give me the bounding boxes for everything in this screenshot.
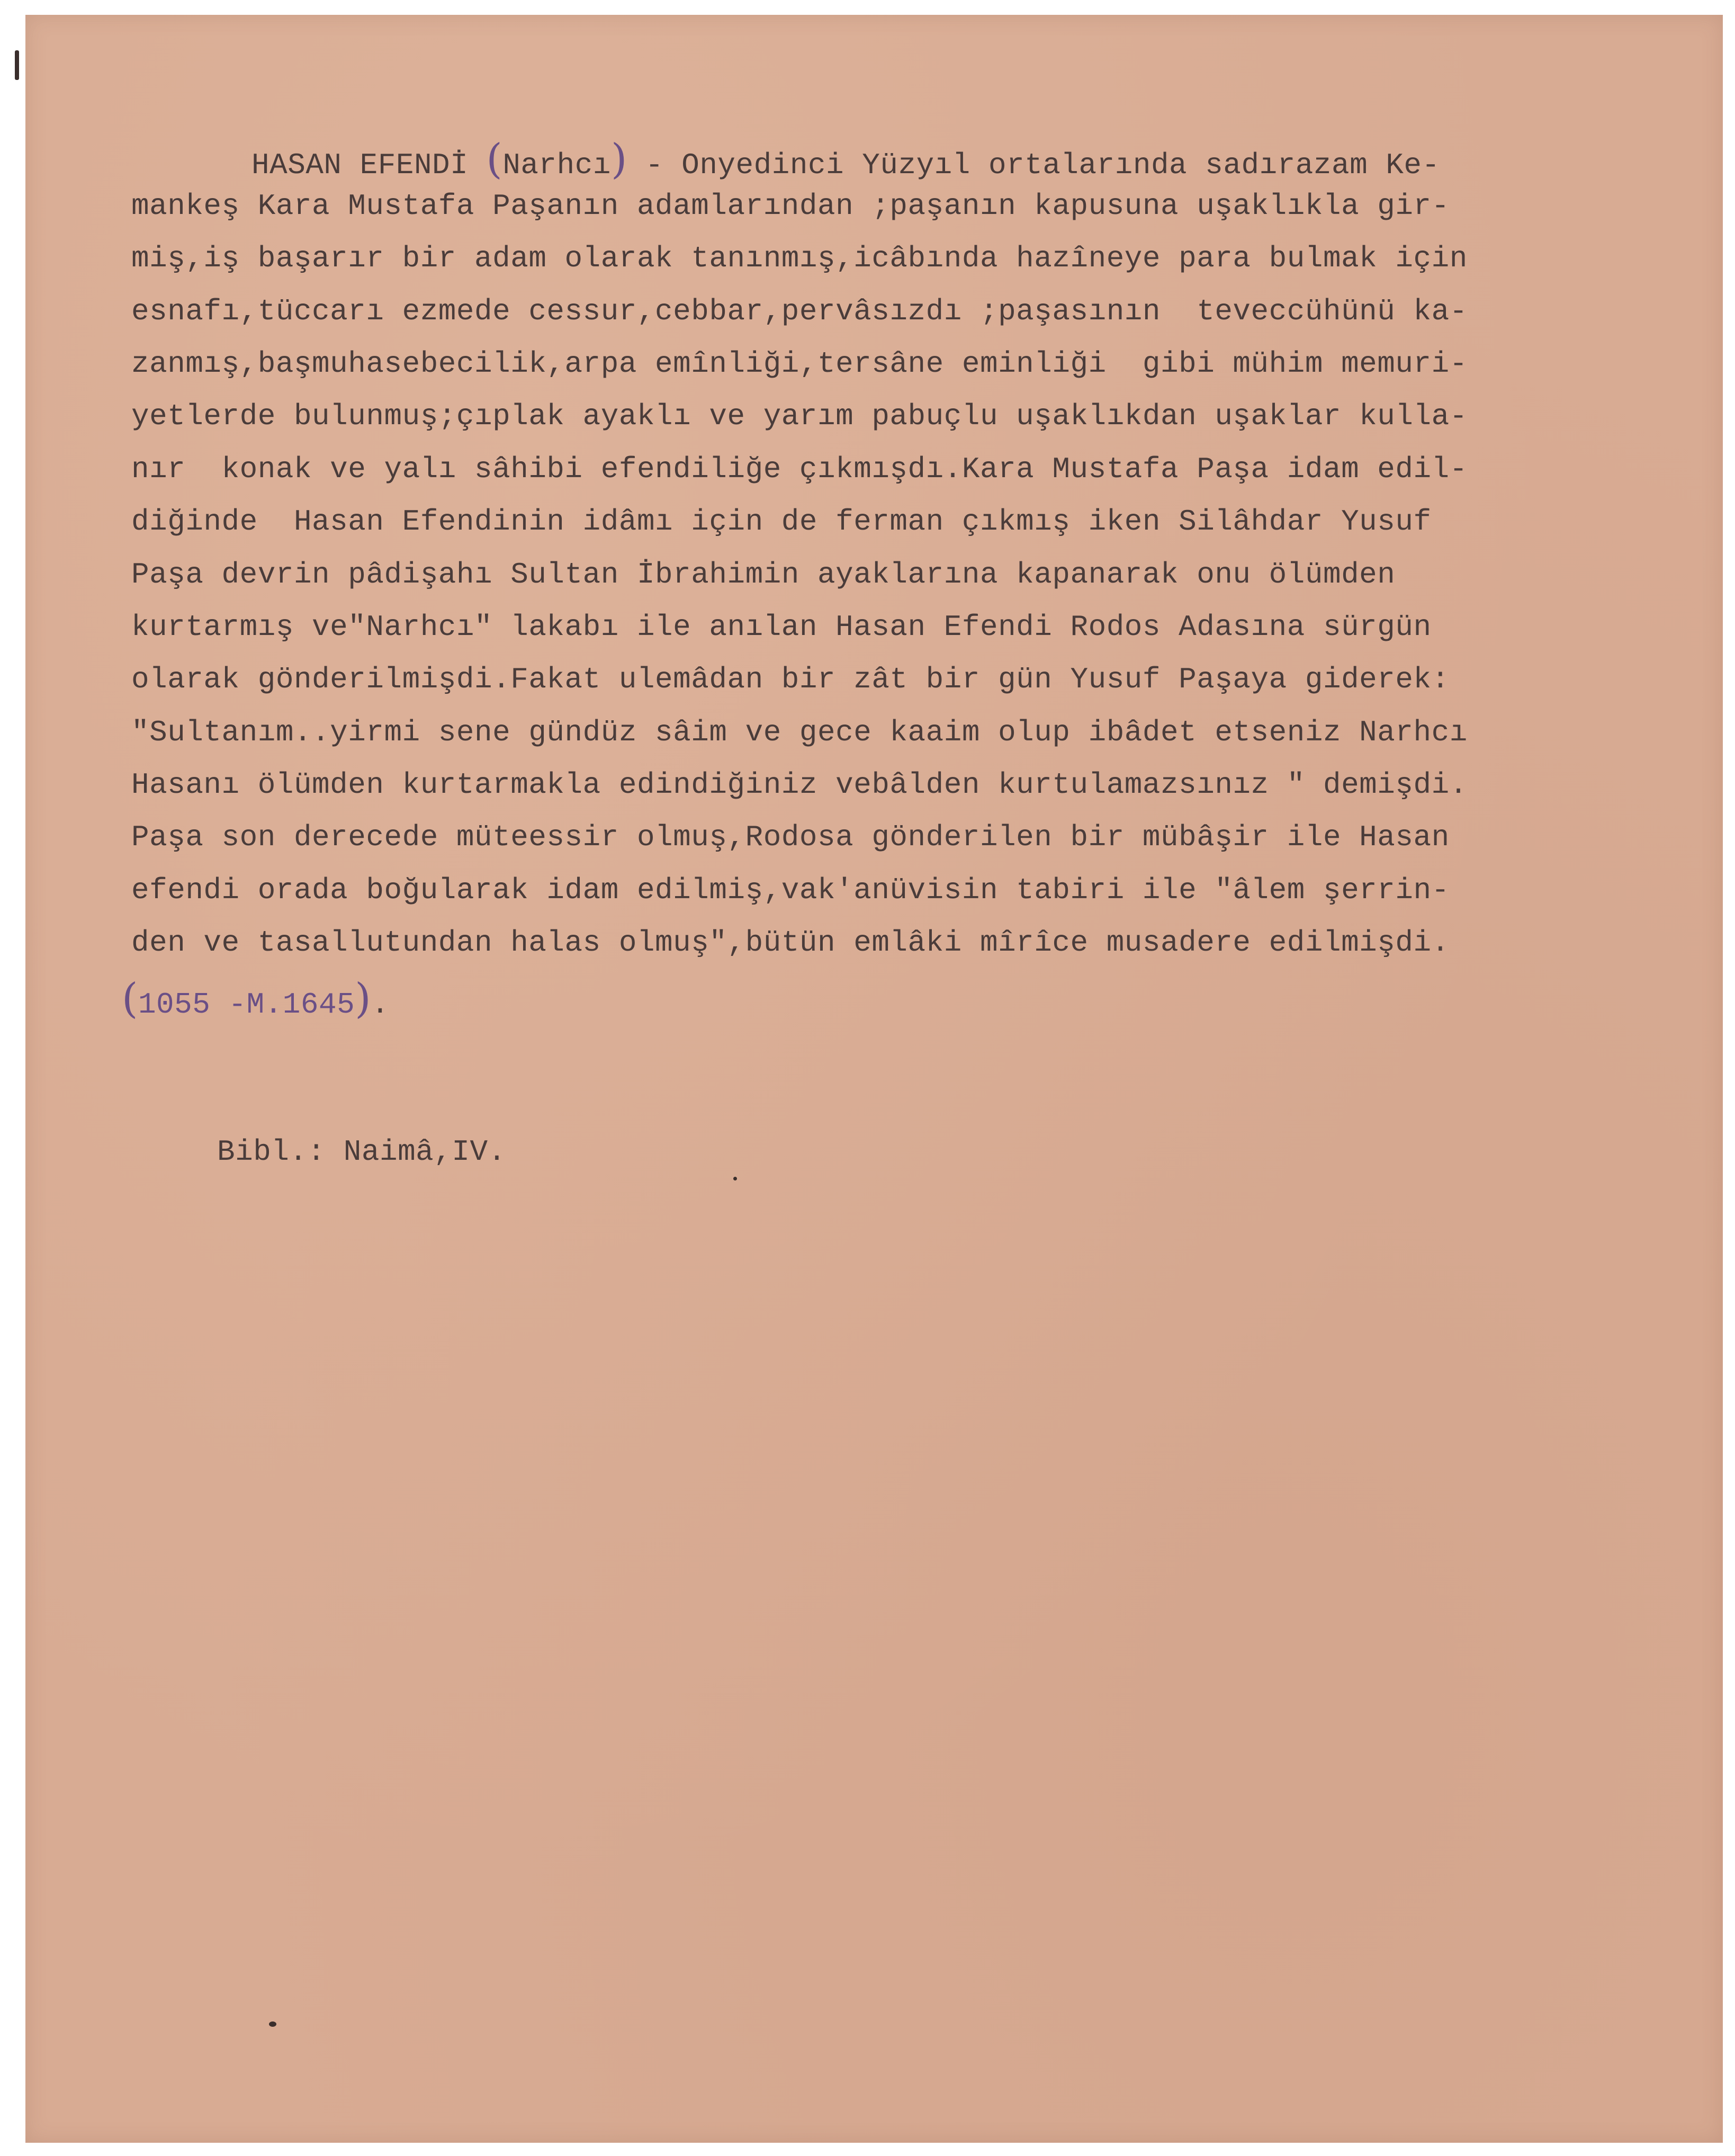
entry-alias: Narhcı xyxy=(502,148,611,182)
bibliography-label: Bibl.: xyxy=(217,1135,326,1169)
scan-edge-mark xyxy=(15,50,19,80)
entry-heading-line xyxy=(251,136,1440,183)
body-line: miş,iş başarır bir adam olarak tanınmış,icâbında hazîneye para bulmak için xyxy=(131,241,1468,275)
body-line: kurtarmış ve"Narhcı" lakabı ile anılan Hasan Efendi Rodos Adasına sürgün xyxy=(131,610,1432,644)
body-line: mankeş Kara Mustafa Paşanın adamlarından ;paşanın kapusuna uşaklıkla gir- xyxy=(131,189,1450,223)
body-line: den ve tasallutundan halas olmuş",bütün emlâki mîrîce musadere edilmişdi. xyxy=(131,926,1450,960)
date-open-paren: ( xyxy=(122,975,138,1023)
body-line: Paşa son derecede müteessir olmuş,Rodosa gönderilen bir mübâşir ile Hasan xyxy=(131,820,1450,854)
body-line: efendi orada boğularak idam edilmiş,vak'anüvisin tabiri ile "âlem şerrin- xyxy=(131,873,1450,907)
entry-heading-rest: - Onyedinci Yüzyıl ortalarında sadırazam Ke- xyxy=(627,148,1440,182)
body-line: diğinde Hasan Efendinin idâmı için de ferman çıkmış iken Silâhdar Yusuf xyxy=(131,505,1432,539)
date-suffix: . xyxy=(371,988,390,1022)
date-line xyxy=(122,975,390,1023)
body-line: zanmış,başmuhasebecilik,arpa emînliği,tersâne eminliği gibi mühim memuri- xyxy=(131,347,1468,381)
body-line: olarak gönderilmişdi.Fakat ulemâdan bir zât bir gün Yusuf Paşaya giderek: xyxy=(131,663,1450,696)
paper-speck xyxy=(269,2021,276,2027)
body-line: Paşa devrin pâdişahı Sultan İbrahimin ayaklarına kapanarak onu ölümden xyxy=(131,558,1396,592)
bibliography-line xyxy=(217,1137,506,1167)
bibliography-source: Naimâ,IV. xyxy=(325,1135,506,1169)
body-line: Hasanı ölümden kurtarmakla edindiğiniz vebâlden kurtulamazsınız " demişdi. xyxy=(131,768,1468,802)
body-line: yetlerde bulunmuş;çıplak ayaklı ve yarım pabuçlu uşaklıkdan uşaklar kulla- xyxy=(131,399,1468,433)
date-close-paren: ) xyxy=(355,975,372,1023)
handwritten-open-paren: ( xyxy=(486,136,503,183)
handwritten-close-paren: ) xyxy=(610,136,627,183)
date-text: 1055 -M.1645 xyxy=(138,988,355,1022)
paper-sheet xyxy=(25,15,1723,2143)
body-line: nır konak ve yalı sâhibi efendiliğe çıkmışdı.Kara Mustafa Paşa idam edil- xyxy=(131,452,1468,486)
paper-speck xyxy=(733,1177,737,1180)
body-line: esnafı,tüccarı ezmede cessur,cebbar,pervâsızdı ;paşasının teveccühünü ka- xyxy=(131,294,1468,328)
body-line: "Sultanım..yirmi sene gündüz sâim ve gece kaaim olup ibâdet etseniz Narhcı xyxy=(131,715,1468,749)
entry-name: HASAN EFENDİ xyxy=(251,148,469,182)
